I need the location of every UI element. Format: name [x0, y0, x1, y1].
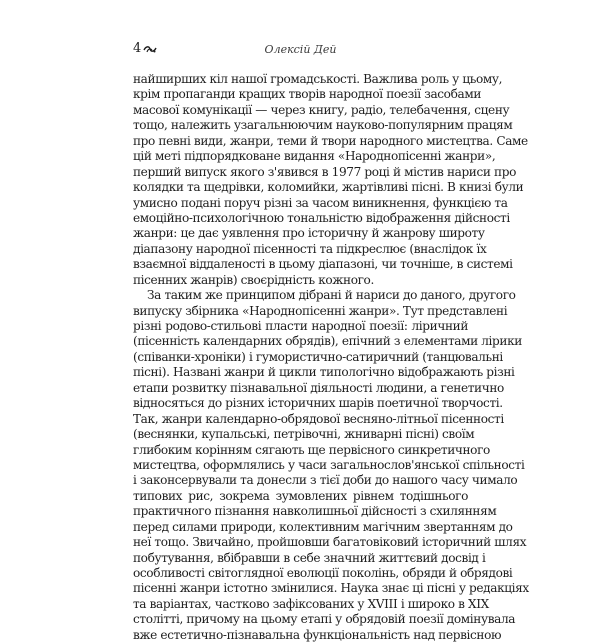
text-line: пісенні жанри істотно змінилися. Наука знає ці пісні у редакціях: [133, 581, 529, 596]
text-line: неї тощо. Звичайно, пройшовши багатовіковий історичний шлях: [133, 535, 527, 550]
text-line: етапи розвитку пізнавальної діяльності людини, а генетично: [133, 380, 504, 395]
text-line: різні родово-стильові пласти народної поезії: ліричний: [133, 319, 468, 333]
text-line: найширших кіл нашої громадськості. Важлива роль у цьому,: [133, 72, 503, 86]
text-line: відносяться до різних історичних шарів поетичної творчості.: [133, 396, 503, 411]
text-line: вже естетично-пізнавальна функціональність над первісною: [133, 627, 502, 642]
text-line: цій меті підпорядковане видання «Народнопісенні жанри»,: [133, 149, 496, 164]
text-line: емоційно-психологічною тональністю відображення дійсності: [133, 210, 510, 225]
text-line: перший випуск якого з'явився в 1977 році й містив нариси про: [133, 164, 516, 179]
text-line: пісні). Названі жанри й цикли типологічно відображають різні: [133, 365, 515, 380]
text-line: про певні види, жанри, теми й твори народного мистецтва. Саме: [133, 133, 528, 148]
text-line: умисно подані поруч різні за часом виникнення, функцією та: [133, 195, 508, 210]
text-line: побутування, вбібравши в себе значний життєвий досвід і: [133, 550, 486, 565]
body-text: [133, 72, 529, 643]
text-line: особливості світоглядної еволюції поколінь, обряди й обрядові: [133, 566, 513, 580]
text-line: випуску збірника «Народнопісенні жанри». Тут представлені: [133, 303, 508, 318]
text-line: глибоким корінням сягають ще первісного синкретичного: [133, 442, 490, 457]
page-header: [133, 42, 468, 58]
text-line: (пісенність календарних обрядів), епічний з елементами лірики: [133, 334, 522, 349]
text-line: практичного пізнання навколишньої дійсності з схилянням: [133, 504, 497, 519]
text-line: та варіантах, частково зафіксованих у XVIII і широко в XIX: [133, 596, 489, 611]
text-line: типових рис, зокрема зумовлених рівнем тодішнього: [133, 488, 468, 503]
text-line: столітті, причому на цьому етапі у обрядовій поезії домінувала: [133, 612, 516, 627]
text-line: діапазону народної пісенності та підкреслює (внаслідок їх: [133, 241, 487, 256]
text-line: взаємної віддаленості в цьому діапазоні, чи точніше, в системі: [133, 257, 513, 272]
page-number: 4: [133, 41, 142, 56]
text-line: (веснянки, купальські, петрівочні, жниварні пісні) своїм: [133, 427, 475, 442]
running-title: Олексій Дей: [264, 43, 337, 56]
text-line: пісенних жанрів) своєрідність кожного.: [133, 272, 374, 287]
text-line: За таким же принципом дібрані й нариси до даного, другого: [147, 288, 516, 303]
paragraph: [133, 288, 529, 643]
paragraph: [133, 72, 528, 288]
text-line: масової комунікації — через книгу, радіо, телебачення, сцену: [133, 102, 510, 117]
text-line: і законсервували та донесли з тієї доби до нашого часу чимало: [133, 473, 518, 488]
text-line: жанри: це дає уявлення про історичну й жанрову широту: [133, 226, 485, 241]
text-line: колядки та щедрівки, коломийки, жартівливі пісні. В книзі були: [133, 180, 524, 195]
text-line: крім пропаганди кращих творів народної поезії засобами: [133, 87, 482, 102]
text-line: перед силами природи, колективним магічним звертанням до: [133, 519, 513, 534]
text-line: тощо, належить узагальнюючим науково-популярним працям: [133, 118, 513, 133]
text-line: Так, жанри календарно-обрядової весняно-літньої пісенності: [133, 411, 504, 426]
text-line: (співанки-хроніки) і гумористично-сатиричний (танцювальні: [133, 349, 503, 364]
text-line: мистецтва, оформлялись у часи загальнослов'янської спільності: [133, 457, 525, 472]
